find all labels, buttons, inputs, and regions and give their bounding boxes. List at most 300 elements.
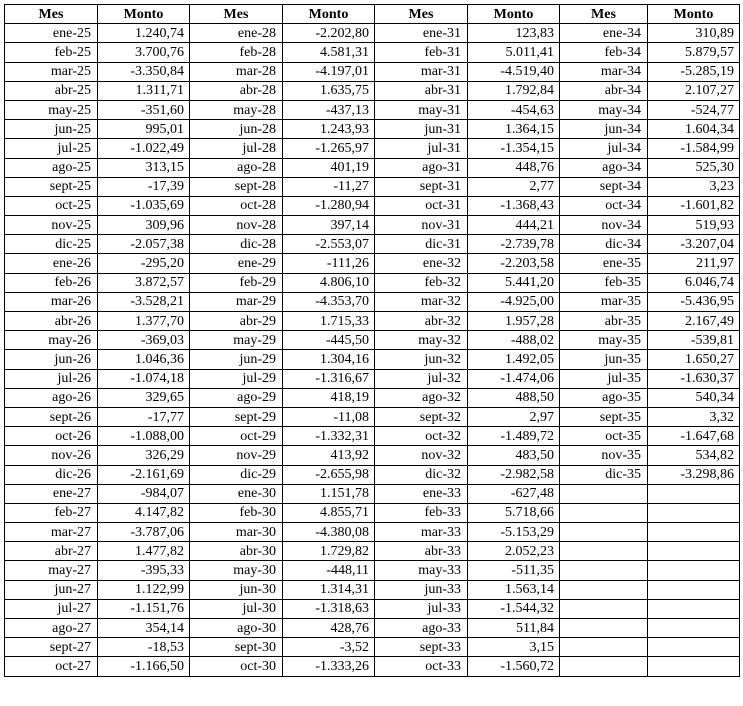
column-header-mes: Mes — [560, 5, 648, 24]
cell-monto: -17,77 — [98, 407, 190, 426]
cell-monto: -1.544,32 — [468, 599, 560, 618]
cell-monto: -1.647,68 — [648, 427, 740, 446]
cell-monto: -2.553,07 — [283, 235, 375, 254]
cell-monto: -984,07 — [98, 484, 190, 503]
cell-monto: 3,32 — [648, 407, 740, 426]
cell-monto: -539,81 — [648, 331, 740, 350]
cell-mes: abr-27 — [5, 542, 98, 561]
cell-monto: -2.057,38 — [98, 235, 190, 254]
table-row — [5, 580, 740, 599]
cell-monto: -1.166,50 — [98, 657, 190, 676]
cell-mes: sept-30 — [190, 638, 283, 657]
table-body — [5, 24, 740, 676]
cell-monto: 123,83 — [468, 24, 560, 43]
cell-mes: sept-26 — [5, 407, 98, 426]
cell-mes: abr-30 — [190, 542, 283, 561]
cell-mes: nov-34 — [560, 216, 648, 235]
cell-monto: -3.787,06 — [98, 523, 190, 542]
cell-monto: 1.604,34 — [648, 120, 740, 139]
cell-monto: -627,48 — [468, 484, 560, 503]
cell-monto: -18,53 — [98, 638, 190, 657]
column-header-monto: Monto — [648, 5, 740, 24]
cell-mes: jun-28 — [190, 120, 283, 139]
cell-mes: abr-33 — [375, 542, 468, 561]
table-row — [5, 465, 740, 484]
cell-monto: 1.957,28 — [468, 312, 560, 331]
cell-mes: oct-27 — [5, 657, 98, 676]
cell-monto: -4.353,70 — [283, 292, 375, 311]
cell-mes: ago-33 — [375, 619, 468, 638]
empty-cell — [648, 599, 740, 618]
cell-monto: 5.441,20 — [468, 273, 560, 292]
empty-cell — [560, 580, 648, 599]
monthly-amounts-table — [4, 4, 740, 677]
cell-mes: oct-29 — [190, 427, 283, 446]
cell-monto: 329,65 — [98, 388, 190, 407]
table-row — [5, 407, 740, 426]
cell-monto: 310,89 — [648, 24, 740, 43]
cell-monto: -1.584,99 — [648, 139, 740, 158]
cell-monto: 2.107,27 — [648, 81, 740, 100]
cell-mes: abr-31 — [375, 81, 468, 100]
cell-monto: -1.280,94 — [283, 196, 375, 215]
cell-mes: jun-35 — [560, 350, 648, 369]
cell-mes: ago-32 — [375, 388, 468, 407]
cell-mes: mar-32 — [375, 292, 468, 311]
cell-mes: jun-25 — [5, 120, 98, 139]
cell-monto: 1.563,14 — [468, 580, 560, 599]
cell-monto: 1.311,71 — [98, 81, 190, 100]
cell-mes: jul-34 — [560, 139, 648, 158]
cell-monto: -1.333,26 — [283, 657, 375, 676]
cell-monto: -1.601,82 — [648, 196, 740, 215]
cell-monto: -3.298,86 — [648, 465, 740, 484]
cell-mes: nov-28 — [190, 216, 283, 235]
empty-cell — [648, 657, 740, 676]
cell-mes: jul-35 — [560, 369, 648, 388]
table-row — [5, 62, 740, 81]
cell-monto: 511,84 — [468, 619, 560, 638]
cell-mes: dic-35 — [560, 465, 648, 484]
cell-monto: 1.477,82 — [98, 542, 190, 561]
cell-monto: -445,50 — [283, 331, 375, 350]
cell-monto: 483,50 — [468, 446, 560, 465]
cell-monto: -488,02 — [468, 331, 560, 350]
cell-monto: -111,26 — [283, 254, 375, 273]
cell-mes: jun-26 — [5, 350, 98, 369]
cell-mes: mar-27 — [5, 523, 98, 542]
cell-monto: 1.377,70 — [98, 312, 190, 331]
cell-monto: -4.925,00 — [468, 292, 560, 311]
cell-monto: -3,52 — [283, 638, 375, 657]
cell-mes: sept-28 — [190, 177, 283, 196]
cell-mes: jun-32 — [375, 350, 468, 369]
cell-mes: jul-29 — [190, 369, 283, 388]
cell-monto: -1.630,37 — [648, 369, 740, 388]
cell-mes: mar-30 — [190, 523, 283, 542]
cell-monto: -511,35 — [468, 561, 560, 580]
empty-cell — [560, 619, 648, 638]
cell-mes: ago-34 — [560, 158, 648, 177]
table-row — [5, 81, 740, 100]
cell-mes: nov-29 — [190, 446, 283, 465]
cell-mes: dic-29 — [190, 465, 283, 484]
cell-mes: abr-28 — [190, 81, 283, 100]
cell-mes: ene-34 — [560, 24, 648, 43]
cell-monto: 1.715,33 — [283, 312, 375, 331]
column-header-mes: Mes — [190, 5, 283, 24]
column-header-monto: Monto — [98, 5, 190, 24]
cell-monto: 5.718,66 — [468, 503, 560, 522]
table-row — [5, 158, 740, 177]
cell-monto: 2,77 — [468, 177, 560, 196]
cell-mes: jun-29 — [190, 350, 283, 369]
cell-mes: feb-33 — [375, 503, 468, 522]
cell-monto: 4.806,10 — [283, 273, 375, 292]
empty-cell — [560, 523, 648, 542]
cell-monto: -395,33 — [98, 561, 190, 580]
cell-monto: 397,14 — [283, 216, 375, 235]
cell-mes: mar-34 — [560, 62, 648, 81]
table-header-row — [5, 5, 740, 24]
column-header-mes: Mes — [375, 5, 468, 24]
table-row — [5, 542, 740, 561]
cell-monto: -1.088,00 — [98, 427, 190, 446]
cell-monto: 418,19 — [283, 388, 375, 407]
cell-monto: -2.202,80 — [283, 24, 375, 43]
cell-mes: nov-32 — [375, 446, 468, 465]
cell-mes: ene-35 — [560, 254, 648, 273]
table-row — [5, 312, 740, 331]
cell-monto: -1.022,49 — [98, 139, 190, 158]
table-row — [5, 619, 740, 638]
cell-mes: oct-25 — [5, 196, 98, 215]
cell-monto: 1.243,93 — [283, 120, 375, 139]
cell-mes: feb-25 — [5, 43, 98, 62]
table-row — [5, 638, 740, 657]
cell-monto: -2.982,58 — [468, 465, 560, 484]
cell-mes: nov-35 — [560, 446, 648, 465]
cell-mes: may-33 — [375, 561, 468, 580]
cell-mes: ene-27 — [5, 484, 98, 503]
cell-monto: -5.436,95 — [648, 292, 740, 311]
cell-mes: abr-35 — [560, 312, 648, 331]
cell-mes: nov-31 — [375, 216, 468, 235]
cell-monto: 6.046,74 — [648, 273, 740, 292]
cell-mes: abr-26 — [5, 312, 98, 331]
cell-mes: jul-28 — [190, 139, 283, 158]
cell-monto: -1.332,31 — [283, 427, 375, 446]
table-row — [5, 388, 740, 407]
cell-mes: jul-25 — [5, 139, 98, 158]
cell-monto: -1.074,18 — [98, 369, 190, 388]
cell-mes: sept-27 — [5, 638, 98, 657]
cell-mes: jun-34 — [560, 120, 648, 139]
cell-monto: -2.655,98 — [283, 465, 375, 484]
cell-monto: 448,76 — [468, 158, 560, 177]
cell-monto: 354,14 — [98, 619, 190, 638]
cell-monto: 3,15 — [468, 638, 560, 657]
cell-monto: 5.011,41 — [468, 43, 560, 62]
table-row — [5, 446, 740, 465]
cell-monto: 540,34 — [648, 388, 740, 407]
cell-mes: nov-25 — [5, 216, 98, 235]
cell-mes: dic-32 — [375, 465, 468, 484]
cell-mes: dic-26 — [5, 465, 98, 484]
cell-mes: mar-28 — [190, 62, 283, 81]
table-row — [5, 427, 740, 446]
cell-monto: 995,01 — [98, 120, 190, 139]
cell-mes: sept-25 — [5, 177, 98, 196]
cell-mes: jul-31 — [375, 139, 468, 158]
cell-monto: -5.153,29 — [468, 523, 560, 542]
cell-mes: dic-34 — [560, 235, 648, 254]
cell-monto: 3.700,76 — [98, 43, 190, 62]
cell-monto: 4.855,71 — [283, 503, 375, 522]
cell-mes: abr-34 — [560, 81, 648, 100]
empty-cell — [560, 503, 648, 522]
cell-mes: ene-26 — [5, 254, 98, 273]
cell-mes: mar-33 — [375, 523, 468, 542]
cell-mes: feb-28 — [190, 43, 283, 62]
cell-mes: oct-26 — [5, 427, 98, 446]
cell-mes: feb-29 — [190, 273, 283, 292]
empty-cell — [648, 484, 740, 503]
cell-monto: -3.350,84 — [98, 62, 190, 81]
table-row — [5, 484, 740, 503]
cell-mes: ene-33 — [375, 484, 468, 503]
cell-mes: abr-25 — [5, 81, 98, 100]
cell-mes: ago-25 — [5, 158, 98, 177]
cell-mes: feb-27 — [5, 503, 98, 522]
cell-mes: oct-33 — [375, 657, 468, 676]
cell-mes: feb-30 — [190, 503, 283, 522]
cell-mes: ago-28 — [190, 158, 283, 177]
cell-monto: -351,60 — [98, 100, 190, 119]
cell-mes: jul-30 — [190, 599, 283, 618]
cell-monto: -1.474,06 — [468, 369, 560, 388]
cell-monto: -3.528,21 — [98, 292, 190, 311]
cell-monto: 2,97 — [468, 407, 560, 426]
cell-monto: -17,39 — [98, 177, 190, 196]
cell-mes: feb-35 — [560, 273, 648, 292]
table-row — [5, 561, 740, 580]
cell-mes: abr-32 — [375, 312, 468, 331]
cell-monto: 1.151,78 — [283, 484, 375, 503]
cell-mes: mar-35 — [560, 292, 648, 311]
table-row — [5, 216, 740, 235]
cell-mes: ene-25 — [5, 24, 98, 43]
table-row — [5, 24, 740, 43]
cell-monto: 1.046,36 — [98, 350, 190, 369]
table-row — [5, 350, 740, 369]
table-row — [5, 599, 740, 618]
cell-monto: 2.167,49 — [648, 312, 740, 331]
cell-mes: may-28 — [190, 100, 283, 119]
cell-mes: oct-32 — [375, 427, 468, 446]
cell-mes: ene-29 — [190, 254, 283, 273]
cell-monto: -2.739,78 — [468, 235, 560, 254]
cell-monto: 1.650,27 — [648, 350, 740, 369]
cell-mes: may-25 — [5, 100, 98, 119]
cell-mes: jul-27 — [5, 599, 98, 618]
table-row — [5, 120, 740, 139]
cell-monto: -1.151,76 — [98, 599, 190, 618]
cell-monto: 309,96 — [98, 216, 190, 235]
empty-cell — [560, 599, 648, 618]
cell-monto: 428,76 — [283, 619, 375, 638]
cell-mes: sept-32 — [375, 407, 468, 426]
table-row — [5, 331, 740, 350]
cell-mes: dic-25 — [5, 235, 98, 254]
cell-mes: abr-29 — [190, 312, 283, 331]
table-row — [5, 139, 740, 158]
cell-mes: may-34 — [560, 100, 648, 119]
table-row — [5, 235, 740, 254]
cell-mes: oct-31 — [375, 196, 468, 215]
cell-mes: mar-31 — [375, 62, 468, 81]
cell-mes: sept-29 — [190, 407, 283, 426]
empty-cell — [648, 503, 740, 522]
cell-monto: 1.635,75 — [283, 81, 375, 100]
cell-monto: -437,13 — [283, 100, 375, 119]
cell-monto: 1.792,84 — [468, 81, 560, 100]
cell-mes: oct-35 — [560, 427, 648, 446]
cell-monto: 3,23 — [648, 177, 740, 196]
cell-mes: sept-33 — [375, 638, 468, 657]
table-row — [5, 196, 740, 215]
cell-mes: ago-31 — [375, 158, 468, 177]
cell-mes: jun-33 — [375, 580, 468, 599]
cell-monto: -1.316,67 — [283, 369, 375, 388]
cell-monto: 4.581,31 — [283, 43, 375, 62]
cell-monto: 3.872,57 — [98, 273, 190, 292]
table-row — [5, 369, 740, 388]
cell-monto: -1.318,63 — [283, 599, 375, 618]
cell-mes: dic-28 — [190, 235, 283, 254]
cell-monto: -1.368,43 — [468, 196, 560, 215]
cell-mes: oct-28 — [190, 196, 283, 215]
cell-monto: 525,30 — [648, 158, 740, 177]
cell-monto: -4.519,40 — [468, 62, 560, 81]
cell-mes: oct-30 — [190, 657, 283, 676]
cell-mes: jul-33 — [375, 599, 468, 618]
empty-cell — [648, 523, 740, 542]
empty-cell — [648, 619, 740, 638]
cell-monto: 5.879,57 — [648, 43, 740, 62]
table-row — [5, 100, 740, 119]
cell-mes: ene-30 — [190, 484, 283, 503]
cell-mes: sept-34 — [560, 177, 648, 196]
cell-monto: 519,93 — [648, 216, 740, 235]
empty-cell — [560, 542, 648, 561]
cell-mes: may-31 — [375, 100, 468, 119]
cell-mes: feb-34 — [560, 43, 648, 62]
cell-monto: -4.380,08 — [283, 523, 375, 542]
cell-monto: 1.364,15 — [468, 120, 560, 139]
cell-monto: -369,03 — [98, 331, 190, 350]
cell-monto: -4.197,01 — [283, 62, 375, 81]
cell-mes: may-35 — [560, 331, 648, 350]
cell-monto: 444,21 — [468, 216, 560, 235]
cell-monto: -11,27 — [283, 177, 375, 196]
cell-mes: may-27 — [5, 561, 98, 580]
cell-monto: -524,77 — [648, 100, 740, 119]
cell-mes: mar-29 — [190, 292, 283, 311]
cell-monto: -2.203,58 — [468, 254, 560, 273]
empty-cell — [648, 561, 740, 580]
cell-mes: jul-32 — [375, 369, 468, 388]
cell-monto: -2.161,69 — [98, 465, 190, 484]
cell-mes: ago-35 — [560, 388, 648, 407]
cell-mes: feb-26 — [5, 273, 98, 292]
table-row — [5, 503, 740, 522]
cell-monto: 211,97 — [648, 254, 740, 273]
empty-cell — [560, 638, 648, 657]
cell-mes: mar-26 — [5, 292, 98, 311]
table-row — [5, 177, 740, 196]
cell-mes: ago-30 — [190, 619, 283, 638]
table-row — [5, 523, 740, 542]
cell-monto: -448,11 — [283, 561, 375, 580]
cell-mes: ago-27 — [5, 619, 98, 638]
cell-monto: -3.207,04 — [648, 235, 740, 254]
column-header-monto: Monto — [283, 5, 375, 24]
cell-monto: -1.035,69 — [98, 196, 190, 215]
table-row — [5, 273, 740, 292]
cell-monto: 1.240,74 — [98, 24, 190, 43]
column-header-mes: Mes — [5, 5, 98, 24]
cell-monto: -1.265,97 — [283, 139, 375, 158]
cell-mes: ene-28 — [190, 24, 283, 43]
cell-mes: oct-34 — [560, 196, 648, 215]
table-row — [5, 254, 740, 273]
empty-cell — [560, 484, 648, 503]
cell-mes: ene-32 — [375, 254, 468, 273]
empty-cell — [648, 638, 740, 657]
empty-cell — [560, 561, 648, 580]
table-row — [5, 292, 740, 311]
cell-mes: ago-26 — [5, 388, 98, 407]
table-row — [5, 657, 740, 676]
cell-monto: 413,92 — [283, 446, 375, 465]
cell-mes: mar-25 — [5, 62, 98, 81]
cell-mes: may-26 — [5, 331, 98, 350]
cell-monto: -1.560,72 — [468, 657, 560, 676]
cell-mes: jun-31 — [375, 120, 468, 139]
cell-mes: ene-31 — [375, 24, 468, 43]
cell-mes: ago-29 — [190, 388, 283, 407]
cell-monto: 326,29 — [98, 446, 190, 465]
cell-mes: may-32 — [375, 331, 468, 350]
cell-monto: 488,50 — [468, 388, 560, 407]
cell-mes: nov-26 — [5, 446, 98, 465]
cell-mes: dic-31 — [375, 235, 468, 254]
cell-monto: 1.729,82 — [283, 542, 375, 561]
cell-mes: jun-27 — [5, 580, 98, 599]
cell-mes: jun-30 — [190, 580, 283, 599]
cell-monto: 1.492,05 — [468, 350, 560, 369]
cell-monto: -1.354,15 — [468, 139, 560, 158]
cell-mes: feb-31 — [375, 43, 468, 62]
empty-cell — [560, 657, 648, 676]
cell-monto: 4.147,82 — [98, 503, 190, 522]
cell-monto: 313,15 — [98, 158, 190, 177]
cell-monto: -5.285,19 — [648, 62, 740, 81]
cell-monto: 401,19 — [283, 158, 375, 177]
cell-mes: sept-35 — [560, 407, 648, 426]
cell-monto: 534,82 — [648, 446, 740, 465]
